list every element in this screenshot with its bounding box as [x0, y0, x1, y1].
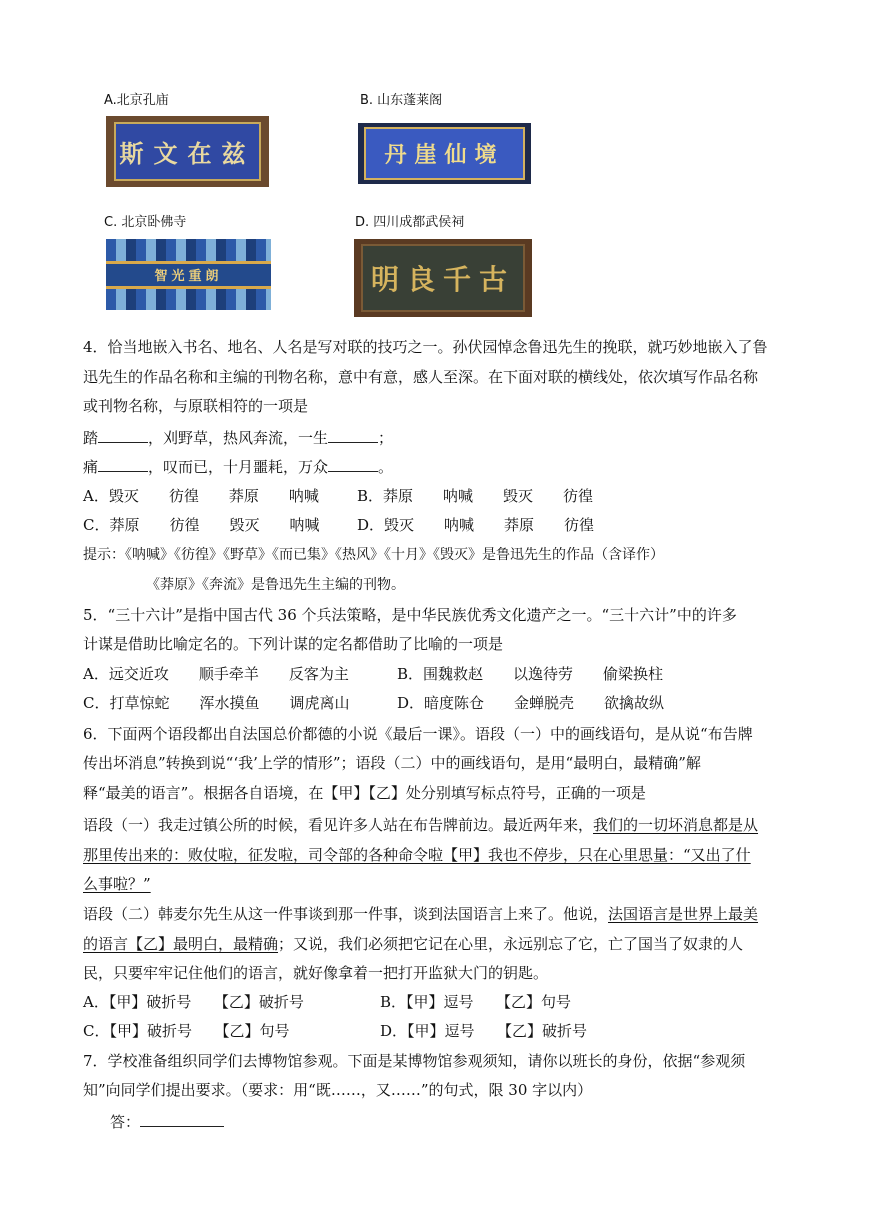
- answer-blank[interactable]: [140, 1112, 224, 1127]
- couplet1-blank-1: [98, 428, 148, 443]
- couplet1-part-a: 踏: [83, 429, 99, 447]
- image-a-caption: A.北京孔庙: [104, 93, 169, 108]
- couplet2-blank-1: [98, 457, 148, 472]
- q5-option-d: D．暗度陈仓 金蝉脱壳 欲擒故纵: [397, 694, 665, 712]
- image-c-caption: C. 北京卧佛寺: [104, 215, 187, 230]
- q6-passage1-line1: [83, 815, 758, 835]
- q4-option-b: B．莽原 呐喊 毁灭 彷徨: [357, 487, 594, 505]
- q5-option-a: A．远交近攻 顺手牵羊 反客为主: [83, 665, 349, 683]
- q6-passage2-line2: [83, 934, 743, 954]
- q6-stem-line2: 传出坏消息”转换到说“‘我’上学的情形”；语段（二）中的画线语句，是用“最明白，最精确”解: [83, 754, 701, 772]
- q6-stem-line1: 6．下面两个语段都出自法国总价都德的小说《最后一课》。语段（一）中的画线语句，是从说“布告牌: [83, 725, 753, 743]
- couplet2-part-c: 。: [378, 458, 394, 476]
- q6-option-d: D．【甲】逗号 【乙】破折号: [380, 1022, 588, 1040]
- q6-passage2-line3: 民，只要牢牢记住他们的语言，就好像拿着一把打开监狱大门的钥匙。: [83, 964, 549, 982]
- passage1-line1-plain: 语段（一）我走过镇公所的时候，看见许多人站在布告牌前边。最近两年来，: [83, 816, 594, 834]
- q5-stem-line1: 5．“三十六计”是指中国古代 36 个兵法策略，是中华民族优秀文化遗产之一。“三十六计”中的许多: [83, 606, 737, 624]
- plaque-c-text: 智光重朗: [154, 269, 223, 284]
- q4-couplet-line2: [83, 457, 393, 477]
- q6-option-c: C．【甲】破折号 【乙】句号: [83, 1022, 290, 1040]
- q5-option-c: C．打草惊蛇 浑水摸鱼 调虎离山: [83, 694, 350, 712]
- couplet1-part-b: ，刈野草，热风奔流，一生: [148, 429, 329, 447]
- plaque-c-image: [106, 239, 271, 310]
- plaque-d-text: 明良千古: [370, 263, 515, 296]
- image-d-caption: D. 四川成都武侯祠: [355, 215, 465, 230]
- q4-couplet-line1: [83, 428, 393, 448]
- q6-stem-line3: 释“最美的语言”。根据各自语境，在【甲】【乙】处分别填写标点符号，正确的一项是: [83, 784, 646, 802]
- q4-stem-line1: 4．恰当地嵌入书名、地名、人名是写对联的技巧之一。孙伏园悼念鲁迅先生的挽联，就巧妙地嵌入了鲁: [83, 338, 768, 356]
- plaque-a-image: [106, 116, 269, 187]
- q5-stem-line2: 计谋是借助比喻定名的。下列计谋的定名都借助了比喻的一项是: [83, 635, 504, 653]
- plaque-d-image: [354, 239, 532, 317]
- q6-passage1-line3: 么事啦？”: [83, 875, 151, 893]
- passage2-line2-plain: ；又说，我们必须把它记在心里，永远别忘了它，亡了国当了奴隶的人: [278, 935, 744, 953]
- plaque-a-text: 斯文在兹: [119, 139, 256, 168]
- passage2-line1-underlined: 法国语言是世界上最美: [608, 905, 759, 923]
- q7-stem-line2: 知”向同学们提出要求。（要求：用“既……，又……”的句式，限 30 字以内）: [83, 1081, 593, 1099]
- couplet2-part-b: ，叹而已，十月噩耗，万众: [148, 458, 329, 476]
- q4-hint-line2: 《莽原》《奔流》是鲁迅先生主编的刊物。: [146, 577, 405, 593]
- q6-passage1-line2: 那里传出来的：败仗啦，征发啦，司令部的各种命令啦【甲】我也不停步，只在心里思量：“又出了什: [83, 846, 751, 864]
- plaque-b-image: [358, 123, 531, 184]
- passage2-line1-plain: 语段（二）韩麦尔先生从这一件事谈到那一件事，谈到法国语言上来了。他说，: [83, 905, 609, 923]
- q4-stem-line3: 或刊物名称，与原联相符的一项是: [83, 397, 309, 415]
- q6-option-a: A．【甲】破折号 【乙】破折号: [83, 993, 304, 1011]
- couplet1-part-c: ；: [378, 429, 394, 447]
- q5-option-b: B．围魏救赵 以逸待劳 偷梁换柱: [397, 665, 664, 683]
- plaque-b-text: 丹崖仙境: [384, 142, 505, 168]
- q4-stem-line2: 迅先生的作品名称和主编的刊物名称，意中有意，感人至深。在下面对联的横线处，依次填写作品名称: [83, 368, 759, 386]
- q4-option-c: C．莽原 彷徨 毁灭 呐喊: [83, 516, 320, 534]
- passage2-line2-underlined: 的语言【乙】最明白，最精确: [83, 935, 279, 953]
- q4-hint-line1: 提示：《呐喊》《彷徨》《野草》《而已集》《热风》《十月》《毁灭》是鲁迅先生的作品（含译作）: [83, 547, 664, 563]
- q6-passage2-line1: [83, 904, 758, 924]
- q4-option-d: D．毁灭 呐喊 莽原 彷徨: [357, 516, 595, 534]
- q7-answer: [110, 1112, 224, 1132]
- couplet2-blank-2: [328, 457, 378, 472]
- q6-option-b: B．【甲】逗号 【乙】句号: [380, 993, 572, 1011]
- q7-stem-line1: 7．学校准备组织同学们去博物馆参观。下面是某博物馆参观须知，请你以班长的身份，依据“参观须: [83, 1052, 746, 1070]
- image-b-caption: B. 山东蓬莱阁: [360, 93, 443, 108]
- couplet2-part-a: 痛: [83, 458, 99, 476]
- couplet1-blank-2: [328, 428, 378, 443]
- passage1-line1-underlined: 我们的一切坏消息都是从: [593, 816, 759, 834]
- answer-label: 答：: [110, 1113, 141, 1131]
- q4-option-a: A．毁灭 彷徨 莽原 呐喊: [83, 487, 319, 505]
